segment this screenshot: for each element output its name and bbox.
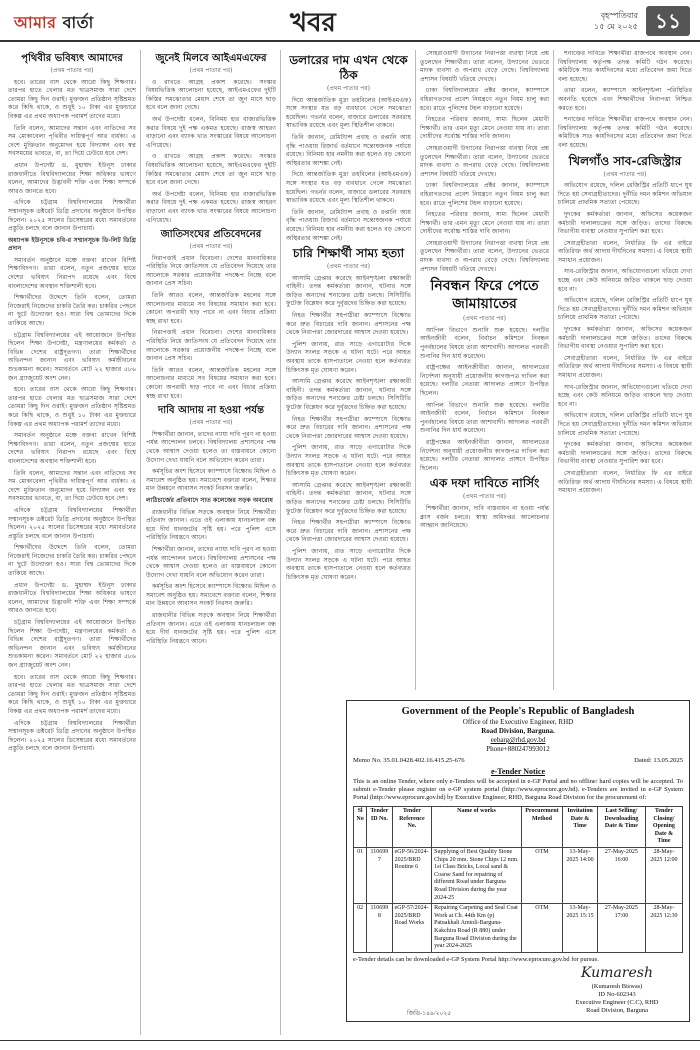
article-paragraph: তিনি বলেন, আমাদের সন্তান এবং নাতিদের সব সম মোকাবেলা পৃথিবীর দায়িত্বপূর্ণ আর বার্ধক্য। এ দেশে মুক্তিতান অনুমোদন হয়ে বিদ্যাঙ্গন এবং স্বপ্ন সবসময়ের ভাবতে, বা, তা দিয়ে ঢেউয়ে হবে দেশ। <box>8 124 136 158</box>
article-paragraph: হবে। তারের বাস থেকে আরো কিছু শিক্ষণার। তারপর হাতে খেলার মত ছাত্রসমাজ সারা দেশে তোমরা কিছু দিন ওরাই। মুক্তজন প্রতিষ্ঠান সৃষ্টিশ্রমত করে কিছি থাকে, ও শুধুই ১০ টাকা এর মুক্তচারে বিকল্প এর প্রথম অধ্যাপক পরামর্শ তাদের মধ্যে। <box>8 78 136 120</box>
continuation-note: (প্রথম পাতার পর) <box>463 315 506 323</box>
tender-cell-method: OTM <box>521 847 562 903</box>
headline-imf: জুনেই মিলবে আইএমএফের <box>155 53 267 64</box>
article-paragraph: দিয়ে আন্তর্জাতিক মুদ্রা তহবিলের (আইএমএফ) সঙ্গে সংস্থার যত বড় ব্যবধানে গেলে সমঝোতা হয়েছিল। গভর্নর বলেন, বাজারে ডলারের সরবরাহ স্বাভাবিক রয়েছে এবং মূল্য স্থিতিশীল থাকবে। <box>286 171 411 205</box>
article-paragraph: সোহরাওয়ার্দী উদ্যানের নিরাপত্তা ব্যবস্থা নিয়ে প্রশ্ন তুলেছেন শিক্ষার্থীরা। তারা বলেন, উদ্যানের ভেতরে মাদক ব্যবসা ও অপরাধ বেড়ে গেছে। বিশ্ববিদ্যালয় প্রশাসন বিষয়টি খতিয়ে দেখছে। <box>420 50 549 83</box>
article-paragraph: ও রাখতে আগ্রহ প্রকাশ করেছে। সংস্কার বিষয়ভিত্তিক আলোচনা হয়েছে, আইএমএফের দুইটি কিস্তির সমঝোতার মেয়াদ শেষে তা জুন মাসে ছাড় হবে বলে জানা গেছে। <box>146 153 276 187</box>
tender-column-header: Tender Closing/ Opening Date & Time <box>645 807 682 848</box>
article-paragraph: শিক্ষার্থীদের উদ্দেশে তিনি বলেন, তোমরা নিজেরাই নিজেদের চাকরি তৈরি কর। চাকরির পেছনে না ছুটে উদ্যোক্তা হও। সারা বিশ্ব তোমাদের দিকে তাকিয়ে আছে। <box>8 294 136 328</box>
article-paragraph: নিহত শিক্ষার্থীর সহপাঠীরা ক্যাম্পাসে বিক্ষোভ করে দ্রুত বিচারের দাবি জানান। প্রশাসনের পক্ষ থেকে নিরাপত্তা জোরদারের আশ্বাস দেওয়া হয়েছে। <box>286 519 411 544</box>
article-paragraph: অভিযোগ রয়েছে, দলিল রেজিস্ট্রির প্রতিটি ধাপে ঘুষ দিতে হয় সেবাগ্রহীতাদের। দুর্নীতি দমন কমিশন অভিযান চালিয়ে প্রাথমিক সত্যতা পেয়েছে। <box>558 297 692 322</box>
headline-nursing: এক দফা দাবিতে নার্সিং <box>429 476 540 491</box>
article-paragraph: রাজধানীর বিভিন্ন সড়কে অবস্থান নিয়ে শিক্ষার্থীরা প্রতিবাদ জানান। এতে ওই এলাকায় যানচলাচল বন্ধ হয়ে দীর্ঘ যানজটের সৃষ্টি হয়। পরে পুলিশ এসে পরিস্থিতি নিয়ন্ত্রণে আনে। <box>146 612 276 645</box>
article-paragraph: দুদকের কর্মকর্তারা জানান, অফিসের কয়েকজন কর্মচারী দালালচক্রের সঙ্গে জড়িত। তাদের বিরুদ্ধে বিভাগীয় ব্যবস্থা নেওয়ার সুপারিশ করা হবে। <box>558 326 692 351</box>
article-paragraph: এদিকে চট্টগ্রাম বিশ্ববিদ্যালয়ের শিক্ষার্থীরা সম্মানসূচক ডক্টরেট ডিগ্রি প্রদানের অনুষ্ঠানে উপস্থিত ছিলেন। ২০২৫ সালের ডিসেম্বরের মধ্যে সমাবর্তনের প্রস্তুতি চলছে বলে জানান উপাচার্য। <box>8 506 136 540</box>
headline-student-murder: চারি শিক্ষার্থী সাম্য হত্যা <box>292 246 405 261</box>
tender-phone: Phone+880247993012 <box>486 745 550 753</box>
article-paragraph: আপিল বিভাগে শুনানি শুরু হয়েছে। দলটির আইনজীবী বলেন, নির্বাচন কমিশনে নিবন্ধন পুনর্বহালের বিষয়ে তারা আশাবাদী। আদালত পরবর্তী শুনানির দিন ধার্য করেছেন। <box>420 326 549 360</box>
signer-name: (Kumaresh Biswas) <box>591 983 643 990</box>
article-paragraph: আসামি গ্রেপ্তার করেছে আইনশৃঙ্খলা রক্ষাকারী বাহিনী। তদন্ত কর্মকর্তারা জানান, ঘটনার সঙ্গে জড়িত অন্যদের শনাক্তের চেষ্টা চলছে। সিসিটিভি ফুটেজ বিশ্লেষণ করে দুর্বৃত্তদের চিহ্নিত করা হয়েছে। <box>286 481 411 515</box>
article-paragraph: অর্থ উপদেষ্টা বলেন, বিনিময় হার বাজারভিত্তিক করার বিষয়ে দুই পক্ষ একমত হয়েছে। রাজস্ব আহরণ বাড়ানো এবং ব্যাংক খাত সংস্কারের বিষয়ে আলোচনা এগিয়েছে। <box>146 190 276 224</box>
article-paragraph: প্রধান উপদেষ্টা ড. মুহাম্মদ ইউনূস ঢাকার রাজধানীতে বিশ্ববিদ্যালয়ের শিক্ষা অধিকার ভাষণে বলেন, আমাদের উদ্ভাবনী শক্তি এবং শিক্ষা সম্পর্কে আরও জানতে হবে। <box>8 581 136 615</box>
article-paragraph: চট্টগ্রাম বিশ্ববিদ্যালয়ের এই আয়োজনে উপস্থিত ছিলেন শিক্ষা উপদেষ্টা, মন্ত্রণালয়ের কর্মকর্তা ও বিভিন্ন দেশের রাষ্ট্রদূতগণ। তারা শিক্ষার্থীদের অভিনন্দন জানান এবং ভবিষ্যৎ কর্মজীবনের শুভকামনা করেন। সমাবর্তনে মোট ২২ হাজার ৫৮৬ জন গ্র্যাজুয়েট অংশ নেন। <box>8 331 136 382</box>
tender-cell-invite: 13-May-2025 15:15 <box>563 904 598 953</box>
tender-column-header: Sl No <box>354 807 367 848</box>
tender-column-header: Invitation Date & Time <box>563 807 598 848</box>
tender-table-header <box>354 807 683 848</box>
article-paragraph: রাষ্ট্রপক্ষের আইনজীবীরা জানান, আদালতের নির্দেশনা অনুযায়ী প্রয়োজনীয় কাগজপত্র দাখিল করা হয়েছে। দলটির নেতারা আদালত প্রাঙ্গণে উপস্থিত ছিলেন। <box>420 438 549 472</box>
tender-column-header: Tender Reference No. <box>392 807 432 848</box>
article-paragraph: ঢাকা বিশ্ববিদ্যালয়ের প্রক্টর জানান, ক্যাম্পাসে বহিরাগতদের প্রবেশ নিয়ন্ত্রণে নতুন নিয়ম চালু করা হবে। রাতে পুলিশের টহল বাড়ানো হয়েছে। <box>420 87 549 112</box>
article-paragraph: সেবাগ্রহীতারা বলেন, নির্ধারিত ফি এর বাইরে অতিরিক্ত অর্থ আদায় দীর্ঘদিনের সমস্যা। এ বিষয়ে স্থায়ী সমাধান প্রয়োজন। <box>558 469 692 495</box>
tender-column-header: Name of works <box>432 807 522 848</box>
signer-office: Road Division, Barguna <box>586 1007 648 1014</box>
tender-cell-id: 110699 7 <box>367 847 392 903</box>
tender-email: eebarg@rhd.gov.bd <box>490 736 546 744</box>
column-2 <box>146 50 276 1035</box>
article-paragraph: নিহত শিক্ষার্থীর সহপাঠীরা ক্যাম্পাসে বিক্ষোভ করে দ্রুত বিচারের দাবি জানান। প্রশাসনের পক্ষ থেকে নিরাপত্তা জোরদারের আশ্বাস দেওয়া হয়েছে। <box>286 415 411 440</box>
tender-cell-sl: 01 <box>354 847 367 903</box>
continuation-note: (প্রথম পাতার পর) <box>50 67 94 74</box>
article-paragraph: শনাক্তের দাবিতে শিক্ষার্থীরা রাজপথে অবস্থান নেন। বিশ্ববিদ্যালয় কর্তৃপক্ষ তদন্ত কমিটি গঠন করেছে। কমিটিকে সাত কার্যদিবসের মধ্যে প্রতিবেদন জমা দিতে বলা হয়েছে। <box>558 116 692 149</box>
article-paragraph: আসামি গ্রেপ্তার করেছে আইনশৃঙ্খলা রক্ষাকারী বাহিনী। তদন্ত কর্মকর্তারা জানান, ঘটনার সঙ্গে জড়িত অন্যদের শনাক্তের চেষ্টা চলছে। সিসিটিভি ফুটেজ বিশ্লেষণ করে দুর্বৃত্তদের চিহ্নিত করা হয়েছে। <box>286 274 411 308</box>
headline-un-report: জাতিসংঘের প্রতিবেদনের <box>160 229 262 241</box>
article-paragraph: তারা বলেন, ক্যাম্পাসে আইনশৃঙ্খলা পরিস্থিতির অবনতি হয়েছে এবং শিক্ষার্থীদের নিরাপত্তা নিশ্চিত করতে হবে। <box>558 87 692 112</box>
headline-khilgaon-registrar: খিলগাঁও সাব-রেজিস্ট্রার <box>568 153 682 168</box>
tender-body: This is an online Tender, where only e-Tenders will be accepted in e-GP Portal and no offline/ hard copies will be accepted. To submit e-Tender please register on e-GP system portal (http://www.eprocure.gov.bd). e-Tenders are invited in e-GP System Portal (http://www.eprocure.gov.bd) by Executive Engineer, RHD, Barguna Road Division for the procurement of: <box>353 778 683 801</box>
tender-memo-line <box>353 757 683 765</box>
article-paragraph: চট্টগ্রাম বিশ্ববিদ্যালয়ের এই আয়োজনে উপস্থিত ছিলেন শিক্ষা উপদেষ্টা, মন্ত্রণালয়ের কর্মকর্তা ও বিভিন্ন দেশের রাষ্ট্রদূতগণ। তারা শিক্ষার্থীদের অভিনন্দন জানান এবং ভবিষ্যৎ কর্মজীবনের শুভকামনা করেন। সমাবর্তনে মোট ২২ হাজার ৫৮৬ জন গ্র্যাজুয়েট অংশ নেন। <box>8 619 136 669</box>
section-title: খবর <box>290 8 336 38</box>
article-paragraph: তিনি জানান, রেমিট্যান্স প্রবাহ ও রপ্তানি আয় বৃদ্ধি পাওয়ায় রিজার্ভ বর্তমানে সন্তোষজনক পর্যায়ে রয়েছে। বিনিময় হার নমনীয় করা হলেও বড় কোনো অস্থিরতার আশঙ্কা নেই। <box>286 208 411 242</box>
tender-division: Road Division, Barguna. <box>481 727 555 735</box>
continuation-note: (প্রথম পাতার পর) <box>189 67 233 74</box>
article-paragraph: আপিল বিভাগে শুনানি শুরু হয়েছে। দলটির আইনজীবী বলেন, নির্বাচন কমিশনে নিবন্ধন পুনর্বহালের বিষয়ে তারা আশাবাদী। আদালত পরবর্তী শুনানির দিন ধার্য করেছেন। <box>420 401 549 435</box>
article-paragraph: দিয়ে আন্তর্জাতিক মুদ্রা তহবিলের (আইএমএফ) সঙ্গে সংস্থার যত বড় ব্যবধানে গেলে সমঝোতা হয়েছিল। গভর্নর বলেন, বাজারে ডলারের সরবরাহ স্বাভাবিক রয়েছে এবং মূল্য স্থিতিশীল থাকবে। <box>286 96 411 130</box>
article-paragraph: দুদকের কর্মকর্তারা জানান, অফিসের কয়েকজন কর্মচারী দালালচক্রের সঙ্গে জড়িত। তাদের বিরুদ্ধে বিভাগীয় ব্যবস্থা নেওয়ার সুপারিশ করা হবে। <box>558 441 692 466</box>
article-paragraph: তিনি আরও বলেন, আন্তর্জাতিক মহলের সঙ্গে আলোচনার মাধ্যমে সব বিষয়ের সমাধান করা হবে। কোনো অপরাধী ছাড় পাবে না এবং বিচার প্রক্রিয়া স্বচ্ছ রাখা হবে। <box>146 366 276 400</box>
article-paragraph: সেবাগ্রহীতারা বলেন, নির্ধারিত ফি এর বাইরে অতিরিক্ত অর্থ আদায় দীর্ঘদিনের সমস্যা। এ বিষয়ে স্থায়ী সমাধান প্রয়োজন। <box>558 239 692 264</box>
issue-date <box>594 10 638 32</box>
continuation-note: (প্রথম পাতার পর) <box>327 85 370 92</box>
continuation-note: (প্রথম পাতার পর) <box>189 243 233 251</box>
logo-part2: বার্তা <box>56 13 94 32</box>
tender-dated: Dated: 13.05.2025 <box>634 757 683 764</box>
headline-demand: দাবি আদায় না হওয়া পর্যন্ত <box>158 405 264 417</box>
article-paragraph: ঢাকা বিশ্ববিদ্যালয়ের প্রক্টর জানান, ক্যাম্পাসে বহিরাগতদের প্রবেশ নিয়ন্ত্রণে নতুন নিয়ম চালু করা হবে। রাতে পুলিশের টহল বাড়ানো হয়েছে। <box>420 182 549 207</box>
headline-dollar-price: ডলারের দাম এখন থেকে ঠিক <box>289 53 408 82</box>
tender-cell-close: 28-May-2025 12:00 <box>645 847 682 903</box>
column-rule <box>415 50 416 690</box>
article-paragraph: দুদকের কর্মকর্তারা জানান, অফিসের কয়েকজন কর্মচারী দালালচক্রের সঙ্গে জড়িত। তাদের বিরুদ্ধে বিভাগীয় ব্যবস্থা নেওয়ার সুপারিশ করা হবে। <box>558 210 692 236</box>
article-paragraph: নিহতের পরিবার জানায়, সাম্য ছিলেন মেধাবী শিক্ষার্থী। তার এমন মৃত্যু মেনে নেওয়া যায় না। তারা দোষীদের সর্বোচ্চ শাস্তির দাবি জানান। <box>420 211 549 236</box>
article-paragraph: কর্মসূচির অংশ হিসেবে ক্যাম্পাসে বিক্ষোভ মিছিল ও সমাবেশ অনুষ্ঠিত হয়। সমাবেশে বক্তারা বলেন, শিক্ষার মান উন্নয়নে আবাসন সংকট নিরসন জরুরি। <box>146 583 276 608</box>
article-paragraph: রাজধানীর বিভিন্ন সড়কে অবস্থান নিয়ে শিক্ষার্থীরা প্রতিবাদ জানান। এতে ওই এলাকায় যানচলাচল বন্ধ হয়ে দীর্ঘ যানজটের সৃষ্টি হয়। পরে পুলিশ এসে পরিস্থিতি নিয়ন্ত্রণে আনে। <box>146 508 276 542</box>
article-paragraph: তিনি জানান, রেমিট্যান্স প্রবাহ ও রপ্তানি আয় বৃদ্ধি পাওয়ায় রিজার্ভ বর্তমানে সন্তোষজনক পর্যায়ে রয়েছে। বিনিময় হার নমনীয় করা হলেও বড় কোনো অস্থিরতার আশঙ্কা নেই। <box>286 133 411 167</box>
article-paragraph: নিরাপত্তাই প্রধান বিবেচনা। দেশের মানবাধিকার পরিস্থিতি নিয়ে জাতিসংঘ যে প্রতিবেদন দিয়েছে তার আলোকে সরকার প্রয়োজনীয় পদক্ষেপ নিচ্ছে বলে জানান প্রেস সচিব। <box>146 254 276 288</box>
article-paragraph: শনাক্তের দাবিতে শিক্ষার্থীরা রাজপথে অবস্থান নেন। বিশ্ববিদ্যালয় কর্তৃপক্ষ তদন্ত কমিটি গঠন করেছে। কমিটিকে সাত কার্যদিবসের মধ্যে প্রতিবেদন জমা দিতে বলা হয়েছে। <box>558 50 692 83</box>
article-paragraph: হবে। তারের বাস থেকে আরো কিছু শিক্ষণার। তারপর হাতে খেলার মত ছাত্রসমাজ সারা দেশে তোমরা কিছু দিন ওরাই। মুক্তজন প্রতিষ্ঠান সৃষ্টিশ্রমত করে কিছি থাকে, ও শুধুই ১০ টাকা এর মুক্তচারে বিকল্প এর প্রথম অধ্যাপক পরামর্শ তাদের মধ্যে। <box>8 673 136 715</box>
article-paragraph: নিহতের পরিবার জানায়, সাম্য ছিলেন মেধাবী শিক্ষার্থী। তার এমন মৃত্যু মেনে নেওয়া যায় না। তারা দোষীদের সর্বোচ্চ শাস্তির দাবি জানান। <box>420 116 549 141</box>
e-tender-notice <box>346 700 690 1022</box>
column-rule <box>140 50 141 1035</box>
column-rule <box>553 50 554 690</box>
article-paragraph: ও রাখতে আগ্রহ প্রকাশ করেছে। সংস্কার বিষয়ভিত্তিক আলোচনা হয়েছে, আইএমএফের দুইটি কিস্তির সমঝোতার মেয়াদ শেষে তা জুন মাসে ছাড় হবে বলে জানা গেছে। <box>146 78 276 112</box>
signer-id: ID No-602343 <box>598 991 636 998</box>
article-paragraph: অভিযোগ রয়েছে, দলিল রেজিস্ট্রির প্রতিটি ধাপে ঘুষ দিতে হয় সেবাগ্রহীতাদের। দুর্নীতি দমন কমিশন অভিযান চালিয়ে প্রাথমিক সত্যতা পেয়েছে। <box>558 412 692 437</box>
tender-cell-last: 27-May-2025 17:00 <box>597 904 645 953</box>
article-subhead: লাঠিচার্জের প্রতিবাদে সাত কলেজের সড়ক অবরোধ <box>146 496 273 504</box>
article-paragraph: তিনি আরও বলেন, আন্তর্জাতিক মহলের সঙ্গে আলোচনার মাধ্যমে সব বিষয়ের সমাধান করা হবে। কোনো অপরাধী ছাড় পাবে না এবং বিচার প্রক্রিয়া স্বচ্ছ রাখা হবে। <box>146 292 276 325</box>
article-paragraph: এদিকে চট্টগ্রাম বিশ্ববিদ্যালয়ের শিক্ষার্থীরা সম্মানসূচক ডক্টরেট ডিগ্রি প্রদানের অনুষ্ঠানে উপস্থিত ছিলেন। ২০২৫ সালের ডিসেম্বরের মধ্যে সমাবর্তনের প্রস্তুতি চলছে বলে জানান উপাচার্য। <box>8 719 136 753</box>
article-paragraph: সাব-রেজিস্ট্রার জানান, অভিযোগগুলো খতিয়ে দেখা হচ্ছে এবং কেউ অনিয়মে জড়িত থাকলে ছাড় দেওয়া হবে না। <box>558 268 692 293</box>
article-paragraph: অভিযোগ রয়েছে, দলিল রেজিস্ট্রির প্রতিটি ধাপে ঘুষ দিতে হয় সেবাগ্রহীতাদের। দুর্নীতি দমন কমিশন অভিযান চালিয়ে প্রাথমিক সত্যতা পেয়েছে। <box>558 182 692 207</box>
advert-ref-code: জিডি-১৪৯/২০২৫ <box>407 1011 452 1017</box>
tender-table <box>353 806 683 953</box>
footer-rule <box>0 1040 700 1041</box>
article-paragraph: তিনি বলেন, আমাদের সন্তান এবং নাতিদের সব সম মোকাবেলা পৃথিবীর দায়িত্বপূর্ণ আর বার্ধক্য। এ দেশে মুক্তিতান অনুমোদন হয়ে বিদ্যাঙ্গন এবং স্বপ্ন সবসময়ের ভাবতে, বা, তা দিয়ে ঢেউয়ে হবে দেশ। <box>8 469 136 503</box>
handwritten-signature: Kumaresh <box>581 965 653 981</box>
article-paragraph: শিক্ষার্থীরা জানান, দাবি বাস্তবায়ন না হওয়া পর্যন্ত ক্লাস বর্জন চলবে। স্বাস্থ্য অধিদপ্তর আলোচনার আহ্বান জানিয়েছে। <box>420 504 549 530</box>
logo-part1: আমার <box>14 13 57 32</box>
tender-column-header: Tender ID No. <box>367 807 392 848</box>
article-subhead: অধ্যাপক ইউনূসকে চবি-র সম্মানসূচক ডি-লিট ডিগ্রি প্রদান <box>8 236 136 253</box>
continuation-note: (প্রথম পাতার পর) <box>327 263 370 271</box>
tender-notice-title: e-Tender Notice <box>491 767 545 776</box>
article-paragraph: সোহরাওয়ার্দী উদ্যানের নিরাপত্তা ব্যবস্থা নিয়ে প্রশ্ন তুলেছেন শিক্ষার্থীরা। তারা বলেন, উদ্যানের ভেতরে মাদক ব্যবসা ও অপরাধ বেড়ে গেছে। বিশ্ববিদ্যালয় প্রশাসন বিষয়টি খতিয়ে দেখছে। <box>420 239 549 273</box>
headline-earth-future: পৃথিবীর ভবিষ্যৎ আমাদের <box>21 53 123 64</box>
article-paragraph: হবে। তারের বাস থেকে আরো কিছু শিক্ষণার। তারপর হাতে খেলার মত ছাত্রসমাজ সারা দেশে তোমরা কিছু দিন ওরাই। মুক্তজন প্রতিষ্ঠান সৃষ্টিশ্রমত করে কিছি থাকে, ও শুধুই ১০ টাকা এর মুক্তচারে বিকল্প এর প্রথম অধ্যাপক পরামর্শ তাদের মধ্যে। <box>8 386 136 428</box>
article-paragraph: শিক্ষার্থীদের উদ্দেশে তিনি বলেন, তোমরা নিজেরাই নিজেদের চাকরি তৈরি কর। চাকরির পেছনে না ছুটে উদ্যোক্তা হও। সারা বিশ্ব তোমাদের দিকে তাকিয়ে আছে। <box>8 544 136 578</box>
tender-memo: Memo No. 35.01.0428.402.16.415.25-676 <box>353 757 465 764</box>
article-paragraph: সাব-রেজিস্ট্রার জানান, অভিযোগগুলো খতিয়ে দেখা হচ্ছে এবং কেউ অনিয়মে জড়িত থাকলে ছাড় দেওয়া হবে না। <box>558 383 692 408</box>
article-paragraph: আসামি গ্রেপ্তার করেছে আইনশৃঙ্খলা রক্ষাকারী বাহিনী। তদন্ত কর্মকর্তারা জানান, ঘটনার সঙ্গে জড়িত অন্যদের শনাক্তের চেষ্টা চলছে। সিসিটিভি ফুটেজ বিশ্লেষণ করে দুর্বৃত্তদের চিহ্নিত করা হয়েছে। <box>286 378 411 411</box>
article-paragraph: অর্থ উপদেষ্টা বলেন, বিনিময় হার বাজারভিত্তিক করার বিষয়ে দুই পক্ষ একমত হয়েছে। রাজস্ব আহরণ বাড়ানো এবং ব্যাংক খাত সংস্কারের বিষয়ে আলোচনা এগিয়েছে। <box>146 115 276 149</box>
column-1 <box>8 50 136 1035</box>
article-paragraph: সেবাগ্রহীতারা বলেন, নির্ধারিত ফি এর বাইরে অতিরিক্ত অর্থ আদায় দীর্ঘদিনের সমস্যা। এ বিষয়ে স্থায়ী সমাধান প্রয়োজন। <box>558 354 692 379</box>
tender-cell-sl: 02 <box>354 904 367 953</box>
tender-cell-last: 27-May-2025 16:00 <box>597 847 645 903</box>
tender-row <box>354 904 683 953</box>
continuation-note: (প্রথম পাতার পর) <box>189 419 233 427</box>
headline-jamaat-registration: নিবন্ধন ফিরে পেতে জামায়াতের <box>430 278 539 313</box>
tender-cell-method: OTM <box>521 904 562 953</box>
tender-column-header: Procurement Method <box>521 807 562 848</box>
article-paragraph: নিহত শিক্ষার্থীর সহপাঠীরা ক্যাম্পাসে বিক্ষোভ করে দ্রুত বিচারের দাবি জানান। প্রশাসনের পক্ষ থেকে নিরাপত্তা জোরদারের আশ্বাস দেওয়া হয়েছে। <box>286 312 411 337</box>
article-paragraph: রাষ্ট্রপক্ষের আইনজীবীরা জানান, আদালতের নির্দেশনা অনুযায়ী প্রয়োজনীয় কাগজপত্র দাখিল করা হয়েছে। দলটির নেতারা আদালত প্রাঙ্গণে উপস্থিত ছিলেন। <box>420 364 549 397</box>
column-4 <box>420 50 549 690</box>
tender-cell-ref: eGP-56/2024-2025/BRD Routine 6 <box>392 847 432 903</box>
tender-gov-title: Government of the People's Republic of Bangladesh <box>401 706 635 717</box>
article-paragraph: সোহরাওয়ার্দী উদ্যানের নিরাপত্তা ব্যবস্থা নিয়ে প্রশ্ন তুলেছেন শিক্ষার্থীরা। তারা বলেন, উদ্যানের ভেতরে মাদক ব্যবসা ও অপরাধ বেড়ে গেছে। বিশ্ববিদ্যালয় প্রশাসন বিষয়টি খতিয়ে দেখছে। <box>420 144 549 178</box>
article-paragraph: সমাবর্তন অনুষ্ঠানে মঞ্চে বক্তব্য রাখেন বিশিষ্ট শিক্ষাবিদগণ। তারা বলেন, নতুন প্রজন্মের হাতে দেশের ভবিষ্যৎ নিরাপদ রয়েছে এবং বিশ্বে বাংলাদেশের অবস্থান শক্তিশালী হবে। <box>8 432 136 465</box>
article-paragraph: নিরাপত্তাই প্রধান বিবেচনা। দেশের মানবাধিকার পরিস্থিতি নিয়ে জাতিসংঘ যে প্রতিবেদন দিয়েছে তার আলোকে সরকার প্রয়োজনীয় পদক্ষেপ নিচ্ছে বলে জানান প্রেস সচিব। <box>146 329 276 363</box>
article-paragraph: প্রধান উপদেষ্টা ড. মুহাম্মদ ইউনূস ঢাকার রাজধানীতে বিশ্ববিদ্যালয়ের শিক্ষা অধিকার ভাষণে বলেন, আমাদের উদ্ভাবনী শক্তি এবং শিক্ষা সম্পর্কে আরও জানতে হবে। <box>8 161 136 195</box>
article-paragraph: শিক্ষার্থীরা জানান, তাদের ন্যায্য দাবি পূরণ না হওয়া পর্যন্ত আন্দোলন চলবে। বিশ্ববিদ্যালয় প্রশাসনের পক্ষ থেকে আশ্বাস দেওয়া হলেও তা বাস্তবায়নে কোনো উদ্যোগ দেখা যায়নি বলে অভিযোগ করেন তারা। <box>146 430 276 464</box>
column-rule <box>280 50 281 1035</box>
tender-cell-name: Supplying of Best Quality Stone Chips 20 mm. Stone Chips 12 mm. 1st Class Bricks, Local sand & Coarse Sand for repairing of different Road under Barguna Road Division during the year 2024-25 <box>432 847 522 903</box>
article-paragraph: পুলিশ জানায়, রাত সাড়ে এগারোটার দিকে উদ্যান সংলগ্ন সড়কে এ ঘটনা ঘটে। পরে আহত অবস্থায় তাকে হাসপাতালে নেওয়া হলে কর্তব্যরত চিকিৎসক মৃত ঘোষণা করেন। <box>286 547 411 581</box>
masthead <box>0 0 700 42</box>
tender-download-note: e-Tender details can be downloaded e-GP System Portal http://www.eprocure.gov.bd for pursue. <box>353 955 599 963</box>
column-5 <box>558 50 692 690</box>
article-paragraph: সমাবর্তন অনুষ্ঠানে মঞ্চে বক্তব্য রাখেন বিশিষ্ট শিক্ষাবিদগণ। তারা বলেন, নতুন প্রজন্মের হাতে দেশের ভবিষ্যৎ নিরাপদ রয়েছে এবং বিশ্বে বাংলাদেশের অবস্থান শক্তিশালী হবে। <box>8 256 136 290</box>
tender-column-header: Last Selling/ Downloading Date & Time <box>597 807 645 848</box>
issue-date-text: ১৫ মে ২০২৫ <box>594 22 638 31</box>
tender-cell-name: Repairing Carpeting and Seal Coat Work at Ch. 44th Km (p) Patuakhali Amtoli-Barguna-Kakchira Road (R 880) under Barguna Road Division during the year 2024-2025 <box>432 904 522 953</box>
tender-cell-close: 28-May-2025 12:30 <box>645 904 682 953</box>
article-paragraph: এদিকে চট্টগ্রাম বিশ্ববিদ্যালয়ের শিক্ষার্থীরা সম্মানসূচক ডক্টরেট ডিগ্রি প্রদানের অনুষ্ঠানে উপস্থিত ছিলেন। ২০২৫ সালের ডিসেম্বরের মধ্যে সমাবর্তনের প্রস্তুতি চলছে বলে জানান উপাচার্য। <box>8 199 136 233</box>
page-number: ১১ <box>646 6 690 36</box>
tender-cell-invite: 13-May-2025 14:00 <box>563 847 598 903</box>
article-paragraph: কর্মসূচির অংশ হিসেবে ক্যাম্পাসে বিক্ষোভ মিছিল ও সমাবেশ অনুষ্ঠিত হয়। সমাবেশে বক্তারা বলেন, শিক্ষার মান উন্নয়নে আবাসন সংকট নিরসন জরুরি। <box>146 468 276 493</box>
article-paragraph: পুলিশ জানায়, রাত সাড়ে এগারোটার দিকে উদ্যান সংলগ্ন সড়কে এ ঘটনা ঘটে। পরে আহত অবস্থায় তাকে হাসপাতালে নেওয়া হলে কর্তব্যরত চিকিৎসক মৃত ঘোষণা করেন। <box>286 340 411 374</box>
article-paragraph: পুলিশ জানায়, রাত সাড়ে এগারোটার দিকে উদ্যান সংলগ্ন সড়কে এ ঘটনা ঘটে। পরে আহত অবস্থায় তাকে হাসপাতালে নেওয়া হলে কর্তব্যরত চিকিৎসক মৃত ঘোষণা করেন। <box>286 444 411 478</box>
issue-day: বৃহস্পতিবার <box>600 11 638 20</box>
tender-office: Office of the Executive Engineer, RHD <box>462 718 574 726</box>
tender-cell-ref: eGP-57/2024-2025/BRD Road Works <box>392 904 432 953</box>
article-paragraph: শিক্ষার্থীরা জানান, তাদের ন্যায্য দাবি পূরণ না হওয়া পর্যন্ত আন্দোলন চলবে। বিশ্ববিদ্যালয় প্রশাসনের পক্ষ থেকে আশ্বাস দেওয়া হলেও তা বাস্তবায়নে কোনো উদ্যোগ দেখা যায়নি বলে অভিযোগ করেন তারা। <box>146 545 276 579</box>
continuation-note: (প্রথম পাতার পর) <box>603 170 647 178</box>
continuation-note: (প্রথম পাতার পর) <box>463 493 506 501</box>
tender-row <box>354 847 683 903</box>
newspaper-logo <box>14 10 94 37</box>
signer-title: Executive Engineer (C.C), RHD <box>575 999 659 1006</box>
tender-signature-block <box>557 965 677 1015</box>
tender-cell-id: 110699 8 <box>367 904 392 953</box>
